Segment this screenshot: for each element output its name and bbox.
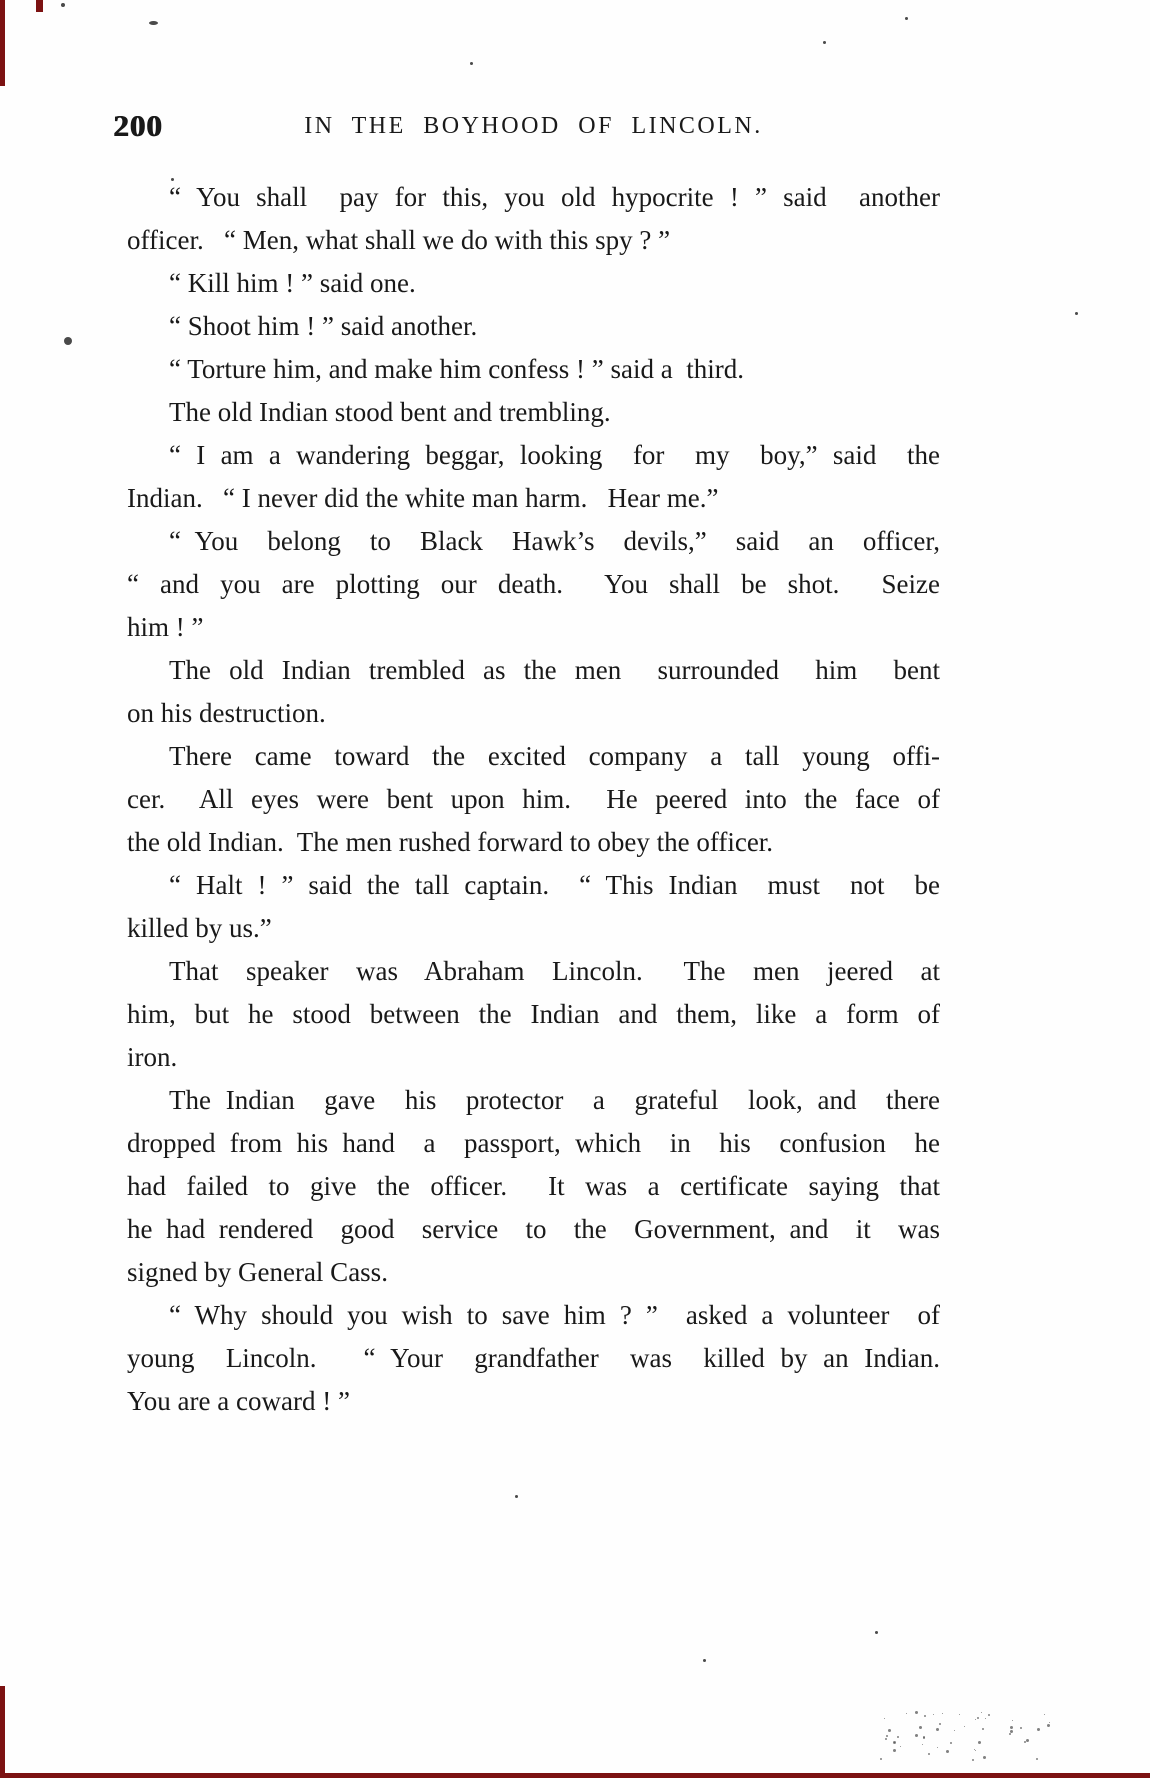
text-line: There came toward the excited company a tall young offi-	[169, 741, 940, 771]
text-line: The Indian gave his protector a grateful look, and there	[169, 1085, 940, 1115]
scan-speck	[905, 17, 908, 20]
running-title: IN THE BOYHOOD OF LINCOLN.	[304, 113, 763, 139]
text-line: The old Indian trembled as the men surrounded him bent	[169, 655, 940, 685]
scan-speck	[470, 62, 473, 65]
text-line: “ I am a wandering beggar, looking for my boy,” said the	[169, 440, 940, 470]
text-line: signed by General Cass.	[127, 1257, 388, 1287]
text-line: “ Kill him ! ” said one.	[169, 268, 416, 298]
scan-speck	[875, 1631, 878, 1634]
scan-edge-left-bottom	[0, 1686, 5, 1778]
text-line: “ Shoot him ! ” said another.	[169, 311, 478, 341]
text-line: “ Torture him, and make him confess ! ” said a third.	[169, 354, 744, 384]
text-line: cer. All eyes were bent upon him. He peered into the face of	[127, 784, 940, 814]
text-line: “ You shall pay for this, you old hypocrite ! ” said another	[169, 182, 940, 212]
text-line: “ You belong to Black Hawk’s devils,” said an officer,	[169, 526, 940, 556]
scan-speck	[171, 178, 174, 181]
scan-smudge	[878, 1710, 1058, 1766]
scan-speck	[149, 21, 158, 25]
text-line: had failed to give the officer. It was a certificate saying that	[127, 1171, 940, 1201]
text-line: officer. “ Men, what shall we do with this spy ? ”	[127, 225, 671, 255]
text-line: You are a coward ! ”	[127, 1386, 350, 1416]
text-line: Indian. “ I never did the white man harm. Hear me.”	[127, 483, 719, 513]
text-line: The old Indian stood bent and trembling.	[169, 397, 611, 427]
text-line: “ and you are plotting our death. You shall be shot. Seize	[127, 569, 940, 599]
text-line: on his destruction.	[127, 698, 326, 728]
scan-speck	[61, 3, 65, 7]
text-line: him, but he stood between the Indian and them, like a form of	[127, 999, 940, 1029]
text-line: him ! ”	[127, 612, 204, 642]
scan-speck	[1075, 312, 1078, 315]
text-line: young Lincoln. “ Your grandfather was killed by an Indian.	[127, 1343, 940, 1373]
text-line: he had rendered good service to the Government, and it was	[127, 1214, 940, 1244]
scan-edge-bottom	[0, 1773, 1150, 1778]
scan-edge-top-tick	[36, 0, 43, 12]
page-body	[127, 176, 940, 1423]
text-line: iron.	[127, 1042, 178, 1072]
scan-edge-left-top	[0, 0, 5, 86]
scan-speck	[823, 41, 826, 44]
text-line: dropped from his hand a passport, which in his confusion he	[127, 1128, 940, 1158]
scan-speck	[64, 337, 72, 345]
scan-speck	[703, 1659, 706, 1662]
page-number: 200	[113, 108, 163, 143]
text-line: That speaker was Abraham Lincoln. The men jeered at	[169, 956, 940, 986]
text-line: “ Halt ! ” said the tall captain. “ This Indian must not be	[169, 870, 940, 900]
scan-speck	[515, 1495, 518, 1498]
text-line: the old Indian. The men rushed forward to obey the officer.	[127, 827, 774, 857]
text-line: “ Why should you wish to save him ? ” asked a volunteer of	[169, 1300, 940, 1330]
text-line: killed by us.”	[127, 913, 272, 943]
